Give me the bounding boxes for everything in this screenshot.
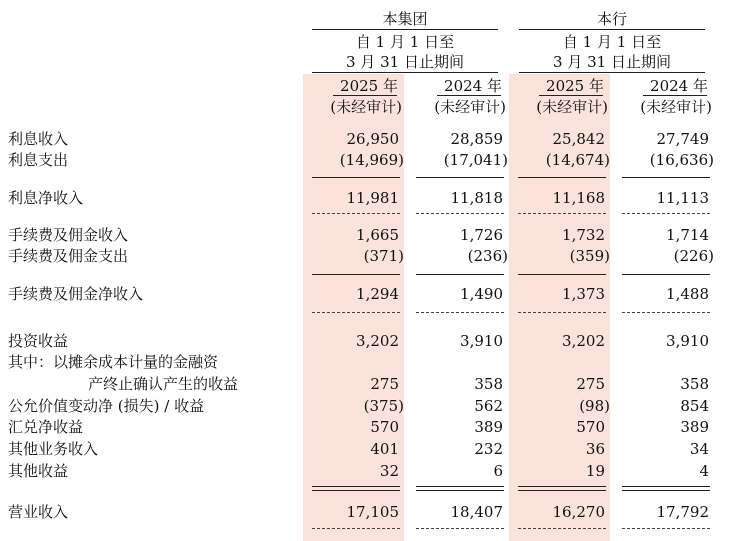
bank-header-rule	[519, 29, 705, 30]
row-label: 利息收入	[8, 130, 69, 148]
total-dash	[622, 528, 710, 529]
cell-value: 11,113	[656, 189, 709, 207]
col-year: 2025 年	[340, 77, 398, 95]
cell-value: 570	[576, 418, 605, 436]
cell-value: 3,202	[356, 332, 399, 350]
bank-period-line1: 自 1 月 1 日至	[562, 33, 662, 51]
subtotal-dash	[518, 213, 606, 214]
cell-value: 28,859	[450, 130, 503, 148]
cell-value: (226)	[673, 247, 714, 265]
cell-value: 3,910	[666, 332, 709, 350]
subtotal-rule	[622, 177, 710, 178]
total-rule	[622, 486, 710, 491]
cell-value: 26,950	[346, 130, 399, 148]
row-label: 其他收益	[8, 462, 69, 480]
bank-period-rule	[519, 72, 705, 73]
row-label: 手续费及佣金净收入	[8, 285, 144, 303]
col-year: 2024 年	[650, 77, 708, 95]
cell-value: 6	[493, 462, 503, 480]
cell-value: 3,910	[460, 332, 503, 350]
total-dash	[312, 528, 400, 529]
cell-value: (371)	[363, 247, 404, 265]
cell-value: 1,373	[562, 285, 605, 303]
cell-value: 11,818	[450, 189, 503, 207]
bank-period-line2: 3 月 31 日止期间	[553, 53, 671, 71]
group-period-line2: 3 月 31 日止期间	[346, 53, 464, 71]
cell-value: 570	[370, 418, 399, 436]
cell-value: 1,726	[460, 226, 503, 244]
col-year-underline	[437, 95, 501, 96]
subtotal-rule	[518, 274, 606, 275]
cell-value: (236)	[467, 247, 508, 265]
col-year-underline	[643, 95, 707, 96]
subtotal-rule	[312, 177, 400, 178]
cell-value: 19	[585, 462, 605, 480]
col-audit: (未经审计)	[536, 98, 608, 116]
subtotal-rule	[518, 177, 606, 178]
subtotal-rule	[622, 274, 710, 275]
cell-value: 358	[474, 375, 503, 393]
cell-value: (359)	[569, 247, 610, 265]
subtotal-rule	[312, 274, 400, 275]
cell-value: 401	[370, 440, 399, 458]
group-header-rule	[312, 29, 498, 30]
subtotal-dash	[622, 213, 710, 214]
bank-header: 本行	[596, 10, 627, 28]
cell-value: 1,488	[666, 285, 709, 303]
cell-value: (14,969)	[339, 151, 404, 169]
col-year-underline	[539, 95, 603, 96]
group-period-line1: 自 1 月 1 日至	[355, 33, 455, 51]
group-period-rule	[312, 72, 498, 73]
row-label: 其他业务收入	[8, 440, 99, 458]
cell-value: 32	[379, 462, 399, 480]
row-label: 投资收益	[8, 332, 69, 350]
cell-value: 232	[474, 440, 503, 458]
row-label: 产终止确认产生的收益	[88, 375, 239, 393]
cell-value: 275	[576, 375, 605, 393]
col-audit: (未经审计)	[640, 98, 712, 116]
group-header: 本集团	[382, 10, 428, 28]
cell-value: 854	[680, 397, 709, 415]
cell-value-total: 18,407	[450, 503, 503, 521]
row-label: 手续费及佣金收入	[8, 226, 129, 244]
total-dash	[518, 528, 606, 529]
cell-value: 358	[680, 375, 709, 393]
cell-value: 11,981	[346, 189, 399, 207]
cell-value: 1,732	[562, 226, 605, 244]
cell-value: (375)	[363, 397, 404, 415]
subtotal-rule	[416, 177, 504, 178]
cell-value-total: 17,105	[346, 503, 399, 521]
cell-value: (98)	[579, 397, 610, 415]
cell-value-total: 16,270	[552, 503, 605, 521]
cell-value: 4	[699, 462, 709, 480]
cell-value: 25,842	[552, 130, 605, 148]
cell-value: 389	[680, 418, 709, 436]
cell-value: (16,636)	[649, 151, 714, 169]
cell-value: (17,041)	[443, 151, 508, 169]
cell-value: 11,168	[552, 189, 605, 207]
total-dash	[416, 528, 504, 529]
subtotal-dash	[312, 213, 400, 214]
total-rule	[312, 486, 400, 491]
cell-value: 1,665	[356, 226, 399, 244]
cell-value: 36	[585, 440, 605, 458]
subtotal-dash	[416, 312, 504, 313]
row-label: 公允价值变动净 (损失) / 收益	[8, 397, 205, 415]
subtotal-dash	[312, 312, 400, 313]
cell-value: 1,490	[460, 285, 503, 303]
row-label: 汇兑净收益	[8, 418, 84, 436]
subtotal-rule	[416, 274, 504, 275]
row-label: 利息净收入	[8, 189, 84, 207]
cell-value: 1,714	[666, 226, 709, 244]
row-label: 营业收入	[8, 503, 69, 521]
col-year-underline	[333, 95, 397, 96]
row-label: 利息支出	[8, 151, 69, 169]
cell-value: 389	[474, 418, 503, 436]
col-year: 2025 年	[546, 77, 604, 95]
cell-value: 275	[370, 375, 399, 393]
cell-value: 1,294	[356, 285, 399, 303]
cell-value: 34	[689, 440, 709, 458]
col-audit: (未经审计)	[330, 98, 402, 116]
row-label: 其中：以摊余成本计量的金融资	[8, 353, 219, 371]
col-year: 2024 年	[444, 77, 502, 95]
cell-value: (14,674)	[545, 151, 610, 169]
row-label: 手续费及佣金支出	[8, 247, 129, 265]
col-audit: (未经审计)	[434, 98, 506, 116]
cell-value-total: 17,792	[656, 503, 709, 521]
subtotal-dash	[416, 213, 504, 214]
subtotal-dash	[518, 312, 606, 313]
cell-value: 3,202	[562, 332, 605, 350]
cell-value: 27,749	[656, 130, 709, 148]
total-rule	[518, 486, 606, 491]
cell-value: 562	[474, 397, 503, 415]
total-rule	[416, 486, 504, 491]
subtotal-dash	[622, 312, 710, 313]
